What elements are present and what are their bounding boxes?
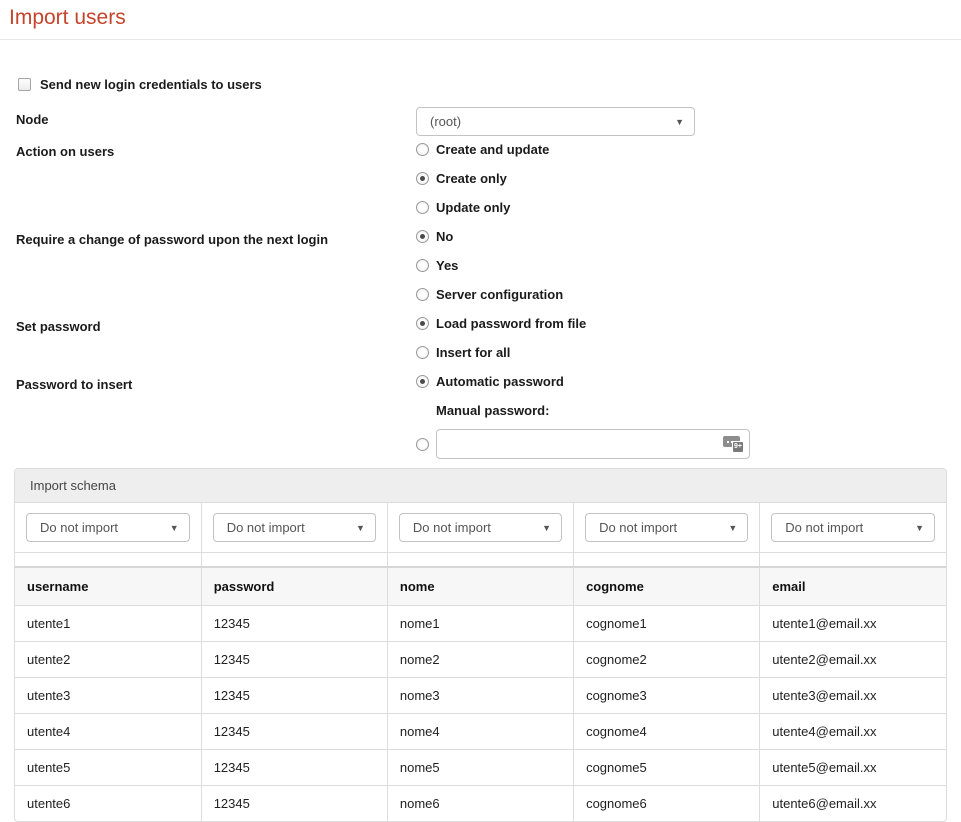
page-title: Import users [9,6,126,29]
table-cell: cognome1 [574,605,760,641]
table-cell: nome5 [387,749,573,785]
action-on-users-label: Action on users [16,144,115,159]
table-cell: cognome5 [574,749,760,785]
table-cell: nome2 [387,641,573,677]
table-cell: nome6 [387,785,573,821]
table-cell: nome4 [387,713,573,749]
table-cell: utente2@email.xx [760,641,946,677]
import-schema-panel [14,468,947,822]
send-credentials-option[interactable] [18,77,262,92]
radio-label: Automatic password [436,374,564,389]
radio-label: Yes [436,258,459,273]
table-row [15,677,946,713]
table-cell: 12345 [201,605,387,641]
radio-label: No [436,229,454,244]
column-header: nome [387,567,573,606]
table-cell: cognome3 [574,677,760,713]
manual-password-label: Manual password: [436,403,550,418]
radio-option-automatic-password[interactable] [416,374,956,403]
schema-column-select-2[interactable]: Do not import ▼ [213,513,376,542]
table-row [15,713,946,749]
table-cell: utente1@email.xx [760,605,946,641]
column-header: email [760,567,946,606]
table-cell: nome3 [387,677,573,713]
radio-option-yes[interactable] [416,258,956,287]
table-header-row [15,567,946,606]
manual-password-row [416,429,956,459]
column-mapping-row [15,503,946,553]
radio-icon[interactable] [416,346,429,359]
chevron-down-icon: ▼ [915,522,924,533]
radio-option-insert-for-all[interactable] [416,345,956,374]
options-column [416,142,956,459]
node-label: Node [16,112,49,127]
radio-icon[interactable] [416,317,429,330]
table-cell: utente5 [15,749,201,785]
import-schema-title: Import schema [15,469,946,503]
schema-column-select-3[interactable]: Do not import ▼ [399,513,562,542]
radio-option-manual-password[interactable] [416,438,429,451]
radio-icon[interactable] [416,201,429,214]
schema-column-select-4[interactable]: Do not import ▼ [585,513,748,542]
table-cell: utente4 [15,713,201,749]
chevron-down-icon: ▼ [728,522,738,533]
column-header: username [15,567,201,606]
table-cell: utente6 [27,795,71,811]
table-row [15,785,946,821]
radio-label: Create only [436,171,507,186]
chevron-down-icon: ▼ [675,116,684,127]
table-cell: utente6@email.xx [760,785,946,821]
radio-option-load-password-from-file[interactable] [416,316,956,345]
column-header: cognome [574,567,760,606]
radio-option-update-only[interactable] [416,200,956,229]
table-cell: utente4@email.xx [760,713,946,749]
schema-column-select-1[interactable]: Do not import ▼ [26,513,190,542]
table-cell: 12345 [201,749,387,785]
table-cell: utente1 [15,605,201,641]
table-row [15,749,946,785]
spacer-row [15,553,946,567]
table-cell: cognome2 [574,641,760,677]
node-select-value: (root) [430,114,462,129]
table-row [15,641,946,677]
manual-password-input[interactable] [436,429,750,459]
table-cell: cognome6 [574,785,760,821]
table-row [15,605,946,641]
table-cell: cognome4 [574,713,760,749]
radio-icon[interactable] [416,230,429,243]
radio-icon[interactable] [416,143,429,156]
table-cell: utente3 [15,677,201,713]
radio-label: Server configuration [436,287,564,302]
password-badge: 9+ [732,441,744,453]
radio-option-server-configuration[interactable] [416,287,956,316]
require-password-change-label: Require a change of password upon the next login [16,232,329,247]
radio-icon[interactable] [416,259,429,272]
table-cell: 12345 [201,677,387,713]
radio-icon[interactable] [416,288,429,301]
table-cell: 12345 [201,785,387,821]
table-cell: nome1 [387,605,573,641]
chevron-down-icon: ▼ [355,522,365,533]
table-cell: 12345 [201,713,387,749]
password-generator-icon[interactable] [723,436,744,453]
set-password-label: Set password [16,319,101,334]
send-credentials-label: Send new login credentials to users [40,77,262,92]
radio-option-no[interactable] [416,229,956,258]
radio-label: Update only [436,200,511,215]
radio-icon[interactable] [416,172,429,185]
send-credentials-checkbox[interactable] [18,78,31,91]
password-to-insert-label: Password to insert [16,377,133,392]
table-cell: 12345 [201,641,387,677]
table-cell: utente3@email.xx [760,677,946,713]
node-select[interactable] [416,107,695,136]
radio-option-create-only[interactable] [416,171,956,200]
chevron-down-icon: ▼ [542,522,552,533]
table-cell: utente5@email.xx [760,749,946,785]
import-schema-table [15,503,946,821]
import-users-form [0,40,961,468]
radio-label: Load password from file [436,316,587,331]
radio-label: Create and update [436,142,550,157]
chevron-down-icon: ▼ [169,522,179,533]
radio-label: Insert for all [436,345,511,360]
table-cell: utente2 [15,641,201,677]
schema-column-select-5[interactable]: Do not import ▼ [771,513,935,542]
radio-icon[interactable] [416,375,429,388]
radio-option-create-and-update[interactable] [416,142,956,171]
column-header: password [201,567,387,606]
